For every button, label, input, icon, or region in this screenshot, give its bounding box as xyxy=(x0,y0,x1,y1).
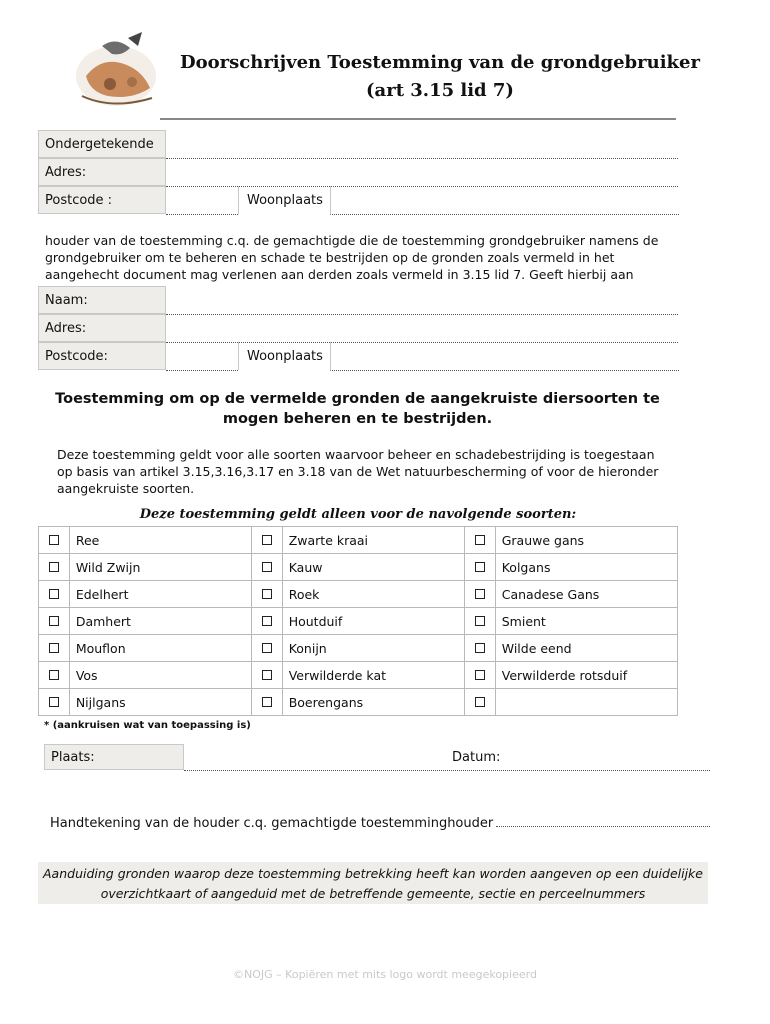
checkbox[interactable] xyxy=(262,643,272,653)
ondergetekende-field[interactable] xyxy=(166,130,678,159)
woonplaats-label-2: Woonplaats xyxy=(238,342,330,370)
checkbox-cell xyxy=(251,689,282,716)
footer-note-box xyxy=(38,862,708,904)
adres-field[interactable] xyxy=(166,158,678,187)
species-label: Boerengans xyxy=(282,689,464,716)
checkbox-cell xyxy=(251,527,282,554)
checkbox-cell xyxy=(464,635,495,662)
checkbox-cell xyxy=(251,662,282,689)
checkbox[interactable] xyxy=(475,697,485,707)
checkbox[interactable] xyxy=(262,562,272,572)
species-label: Roek xyxy=(282,581,464,608)
species-label: Wild Zwijn xyxy=(69,554,251,581)
checkbox-cell xyxy=(251,608,282,635)
datum-label: Datum: xyxy=(452,750,501,765)
species-label: Nijlgans xyxy=(69,689,251,716)
checkbox-cell xyxy=(464,662,495,689)
signature-label: Handtekening van de houder c.q. gemachtigde toestemminghouder xyxy=(50,816,494,831)
species-label: Zwarte kraai xyxy=(282,527,464,554)
woonplaats-label: Woonplaats xyxy=(238,186,330,214)
table-row xyxy=(39,635,678,662)
species-label: Edelhert xyxy=(69,581,251,608)
footer-faint-text: ©NOJG – Kopiëren met mits logo wordt meegekopieerd xyxy=(233,968,537,981)
species-heading: Deze toestemming geldt alleen voor de navolgende soorten: xyxy=(139,507,577,522)
checkbox-cell xyxy=(39,581,70,608)
species-label: Grauwe gans xyxy=(495,527,677,554)
checkbox[interactable] xyxy=(475,589,485,599)
species-label: Houtduif xyxy=(282,608,464,635)
checkbox[interactable] xyxy=(475,535,485,545)
checkbox[interactable] xyxy=(49,643,59,653)
species-label: Mouflon xyxy=(69,635,251,662)
note-text: * (aankruisen wat van toepassing is) xyxy=(44,720,251,731)
checkbox-cell xyxy=(464,581,495,608)
postcode-field-2[interactable] xyxy=(166,342,238,371)
intro-paragraph: houder van de toestemming c.q. de gemachtigde die de toestemming grondgebruiker namens de grondgebruiker om te beheren en schade te bestrijden op de gronden zoals vermeld in het aangehecht document mag verlenen aan derden zoals vermeld in 3.15 lid 7. Geeft hierbij aan xyxy=(45,233,659,282)
checkbox[interactable] xyxy=(49,697,59,707)
species-label: Damhert xyxy=(69,608,251,635)
section-heading: Toestemming om op de vermelde gronden de aangekruiste diersoorten te mogen beheren en te bestrijden. xyxy=(55,391,660,427)
checkbox[interactable] xyxy=(475,616,485,626)
checkbox-cell xyxy=(39,635,70,662)
checkbox[interactable] xyxy=(49,535,59,545)
postcode-label-2: Postcode: xyxy=(38,342,166,370)
checkbox-cell xyxy=(464,689,495,716)
adres-label: Adres: xyxy=(38,158,166,186)
checkbox[interactable] xyxy=(262,697,272,707)
checkbox[interactable] xyxy=(262,589,272,599)
checkbox-cell xyxy=(39,689,70,716)
checkbox-cell xyxy=(39,554,70,581)
species-label: Wilde eend xyxy=(495,635,677,662)
checkbox-cell xyxy=(464,608,495,635)
title-line-2: (art 3.15 lid 7) xyxy=(366,80,514,101)
checkbox[interactable] xyxy=(49,562,59,572)
species-label: Vos xyxy=(69,662,251,689)
postcode-label: Postcode : xyxy=(38,186,166,214)
checkbox-cell xyxy=(464,527,495,554)
postcode-field[interactable] xyxy=(166,186,238,215)
checkbox[interactable] xyxy=(49,670,59,680)
ondergetekende-label: Ondergetekende xyxy=(38,130,166,158)
table-row xyxy=(39,608,678,635)
checkbox-cell xyxy=(39,662,70,689)
adres-label-2: Adres: xyxy=(38,314,166,342)
woonplaats-field[interactable] xyxy=(330,186,679,215)
species-label: Kolgans xyxy=(495,554,677,581)
species-label: Canadese Gans xyxy=(495,581,677,608)
checkbox[interactable] xyxy=(49,589,59,599)
table-row xyxy=(39,581,678,608)
species-table xyxy=(38,526,678,716)
signature-field[interactable] xyxy=(496,816,710,827)
body-paragraph: Deze toestemming geldt voor alle soorten waarvoor beheer en schadebestrijding is toegestaan op basis van artikel 3.15,3.16,3.17 en 3.18 van de Wet natuurbescherming of voor de hieronder aangekruiste soorten. xyxy=(57,447,659,496)
species-label: Smient xyxy=(495,608,677,635)
table-row xyxy=(39,527,678,554)
checkbox[interactable] xyxy=(49,616,59,626)
species-label: Verwilderde rotsduif xyxy=(495,662,677,689)
checkbox-cell xyxy=(464,554,495,581)
table-row xyxy=(39,554,678,581)
naam-label: Naam: xyxy=(38,286,166,314)
plaats-field[interactable] xyxy=(184,744,710,771)
plaats-label: Plaats: xyxy=(44,744,184,770)
checkbox[interactable] xyxy=(262,616,272,626)
woonplaats-field-2[interactable] xyxy=(330,342,679,371)
checkbox[interactable] xyxy=(475,670,485,680)
species-label: Ree xyxy=(69,527,251,554)
species-label: Konijn xyxy=(282,635,464,662)
checkbox[interactable] xyxy=(262,670,272,680)
title-line-1: Doorschrijven Toestemming van de grondgebruiker xyxy=(180,52,700,73)
checkbox[interactable] xyxy=(262,535,272,545)
footer-note-text: Aanduiding gronden waarop deze toestemming betrekking heeft kan worden aangeven op een duidelijke overzichtkaart of aangeduid met de betreffende gemeente, sectie en perceelnummers xyxy=(43,866,703,901)
table-row xyxy=(39,689,678,716)
checkbox-cell xyxy=(251,635,282,662)
logo-illustration xyxy=(72,26,160,112)
checkbox[interactable] xyxy=(475,643,485,653)
header-rule xyxy=(160,118,676,120)
naam-field[interactable] xyxy=(166,286,678,315)
species-label xyxy=(495,689,677,716)
species-label: Verwilderde kat xyxy=(282,662,464,689)
adres-field-2[interactable] xyxy=(166,314,678,343)
checkbox-cell xyxy=(39,527,70,554)
checkbox[interactable] xyxy=(475,562,485,572)
checkbox-cell xyxy=(251,554,282,581)
checkbox-cell xyxy=(39,608,70,635)
species-label: Kauw xyxy=(282,554,464,581)
checkbox-cell xyxy=(251,581,282,608)
table-row xyxy=(39,662,678,689)
